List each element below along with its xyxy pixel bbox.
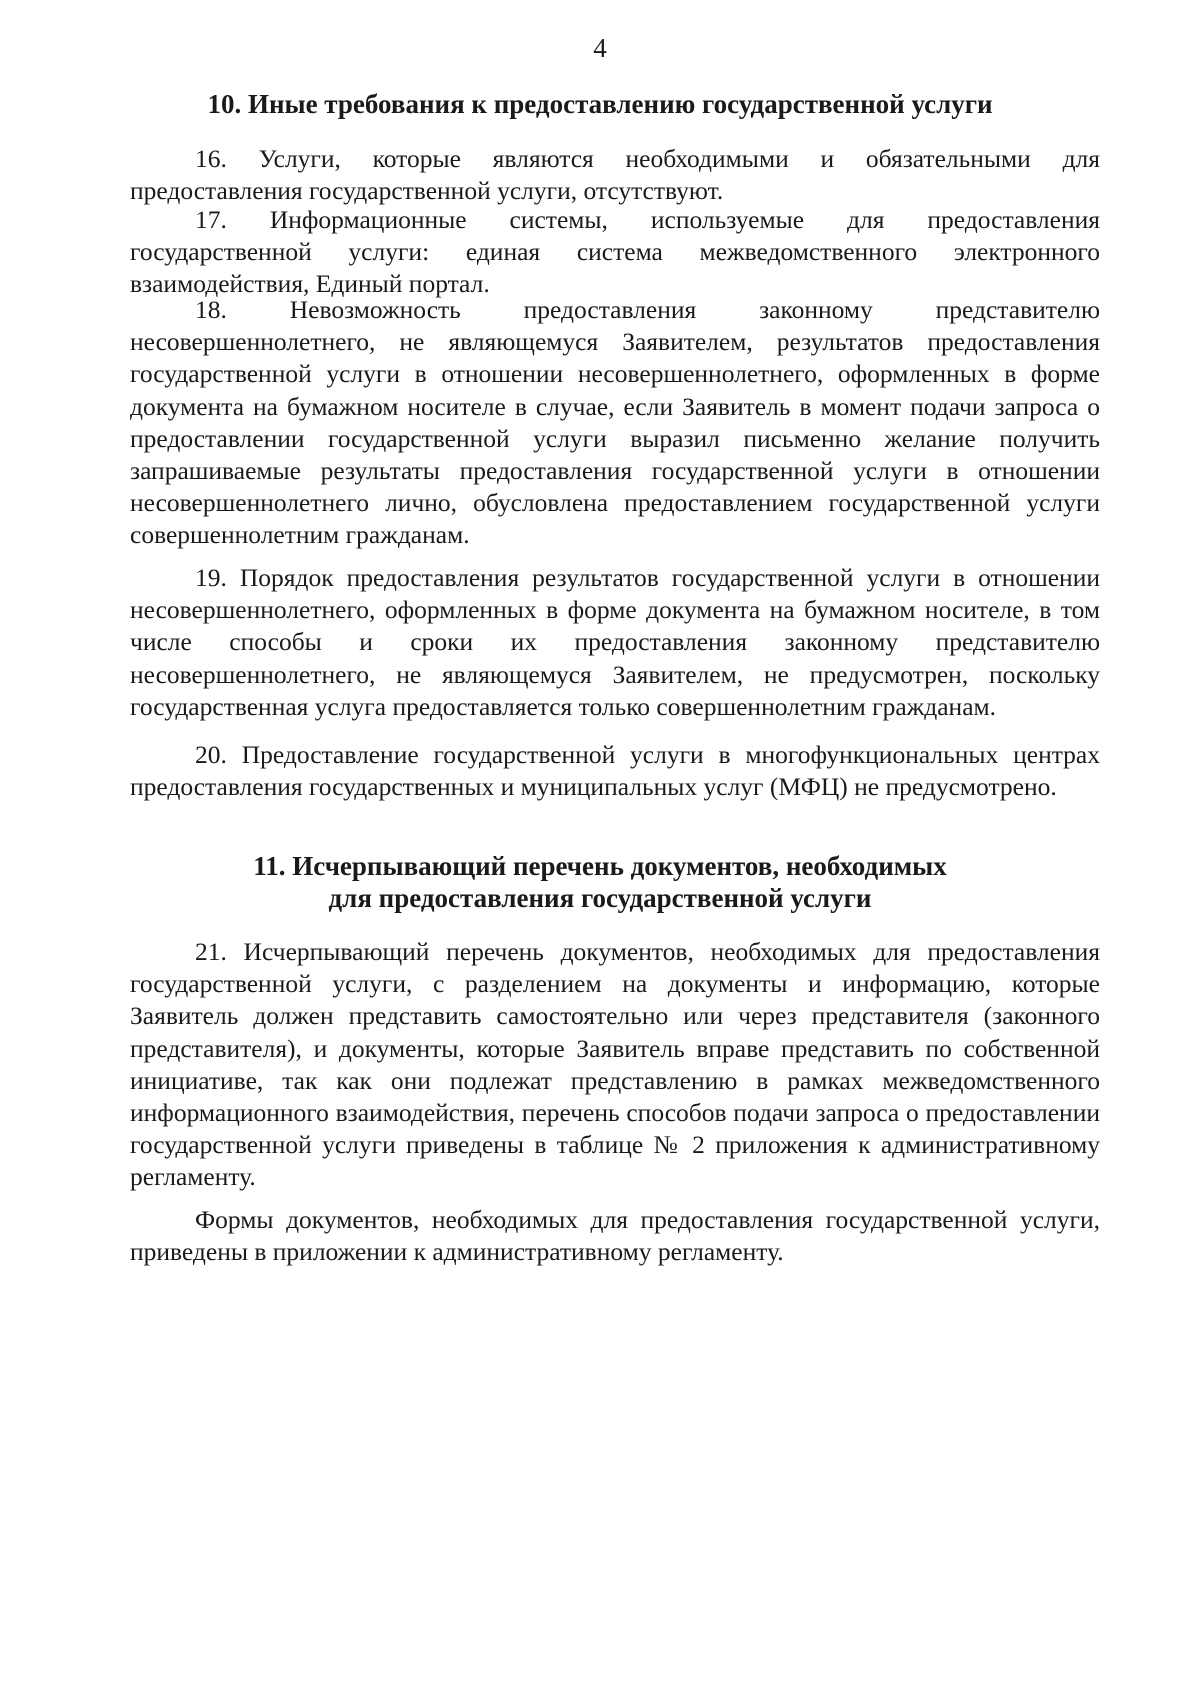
section-title-line: 10. Иные требования к предоставлению государственной услуги <box>207 89 993 119</box>
paragraph-forms: Формы документов, необходимых для предоставления государственной услуги, приведены в приложении к административному регламенту. <box>130 1205 1100 1267</box>
section-title-line: для предоставления государственной услуги <box>328 883 872 913</box>
paragraph-19: 19. Порядок предоставления результатов государственной услуги в отношении несовершеннолетнего, оформленных в форме документа на бумажном носителе, в том числе способы и сроки их предоставления законному представителю несовершеннолетнего, не являющемуся Заявителем, не предусмотрен, поскольку государственная услуга предоставляется только совершеннолетним гражданам. <box>130 563 1100 721</box>
paragraph-16: 16. Услуги, которые являются необходимыми и обязательными для предоставления государственной услуги, отсутствуют. <box>130 144 1100 206</box>
paragraph-21: 21. Исчерпывающий перечень документов, необходимых для предоставления государственной услуги, с разделением на документы и информацию, которые Заявитель должен представить самостоятельно или через представителя (законного представителя), и документы, которые Заявитель вправе представить по собственной инициативе, так как они подлежат представлению в рамках межведомственного информационного взаимодействия, перечень способов подачи запроса о предоставлении государственной услуги приведены в таблице № 2 приложения к административному регламенту. <box>130 937 1100 1192</box>
section-10-title <box>0 88 1200 120</box>
paragraph-17: 17. Информационные системы, используемые для предоставления государственной услуги: единая система межведомственного электронного взаимодействия, Единый портал. <box>130 205 1100 299</box>
page-number: 4 <box>593 33 607 63</box>
paragraph-18: 18. Невозможность предоставления законному представителю несовершеннолетнего, не являющемуся Заявителем, результатов предоставления государственной услуги в отношении несовершеннолетнего, оформленных в форме документа на бумажном носителе в случае, если Заявитель в момент подачи запроса о предоставлении государственной услуги выразил письменно желание получить запрашиваемые результаты предоставления государственной услуги в отношении несовершеннолетнего лично, обусловлена предоставлением государственной услуги совершеннолетним гражданам. <box>130 295 1100 550</box>
section-11-title <box>0 850 1200 914</box>
paragraph-20: 20. Предоставление государственной услуги в многофункциональных центрах предоставления государственных и муниципальных услуг (МФЦ) не предусмотрено. <box>130 740 1100 802</box>
section-title-line: 11. Исчерпывающий перечень документов, необходимых <box>253 851 947 881</box>
